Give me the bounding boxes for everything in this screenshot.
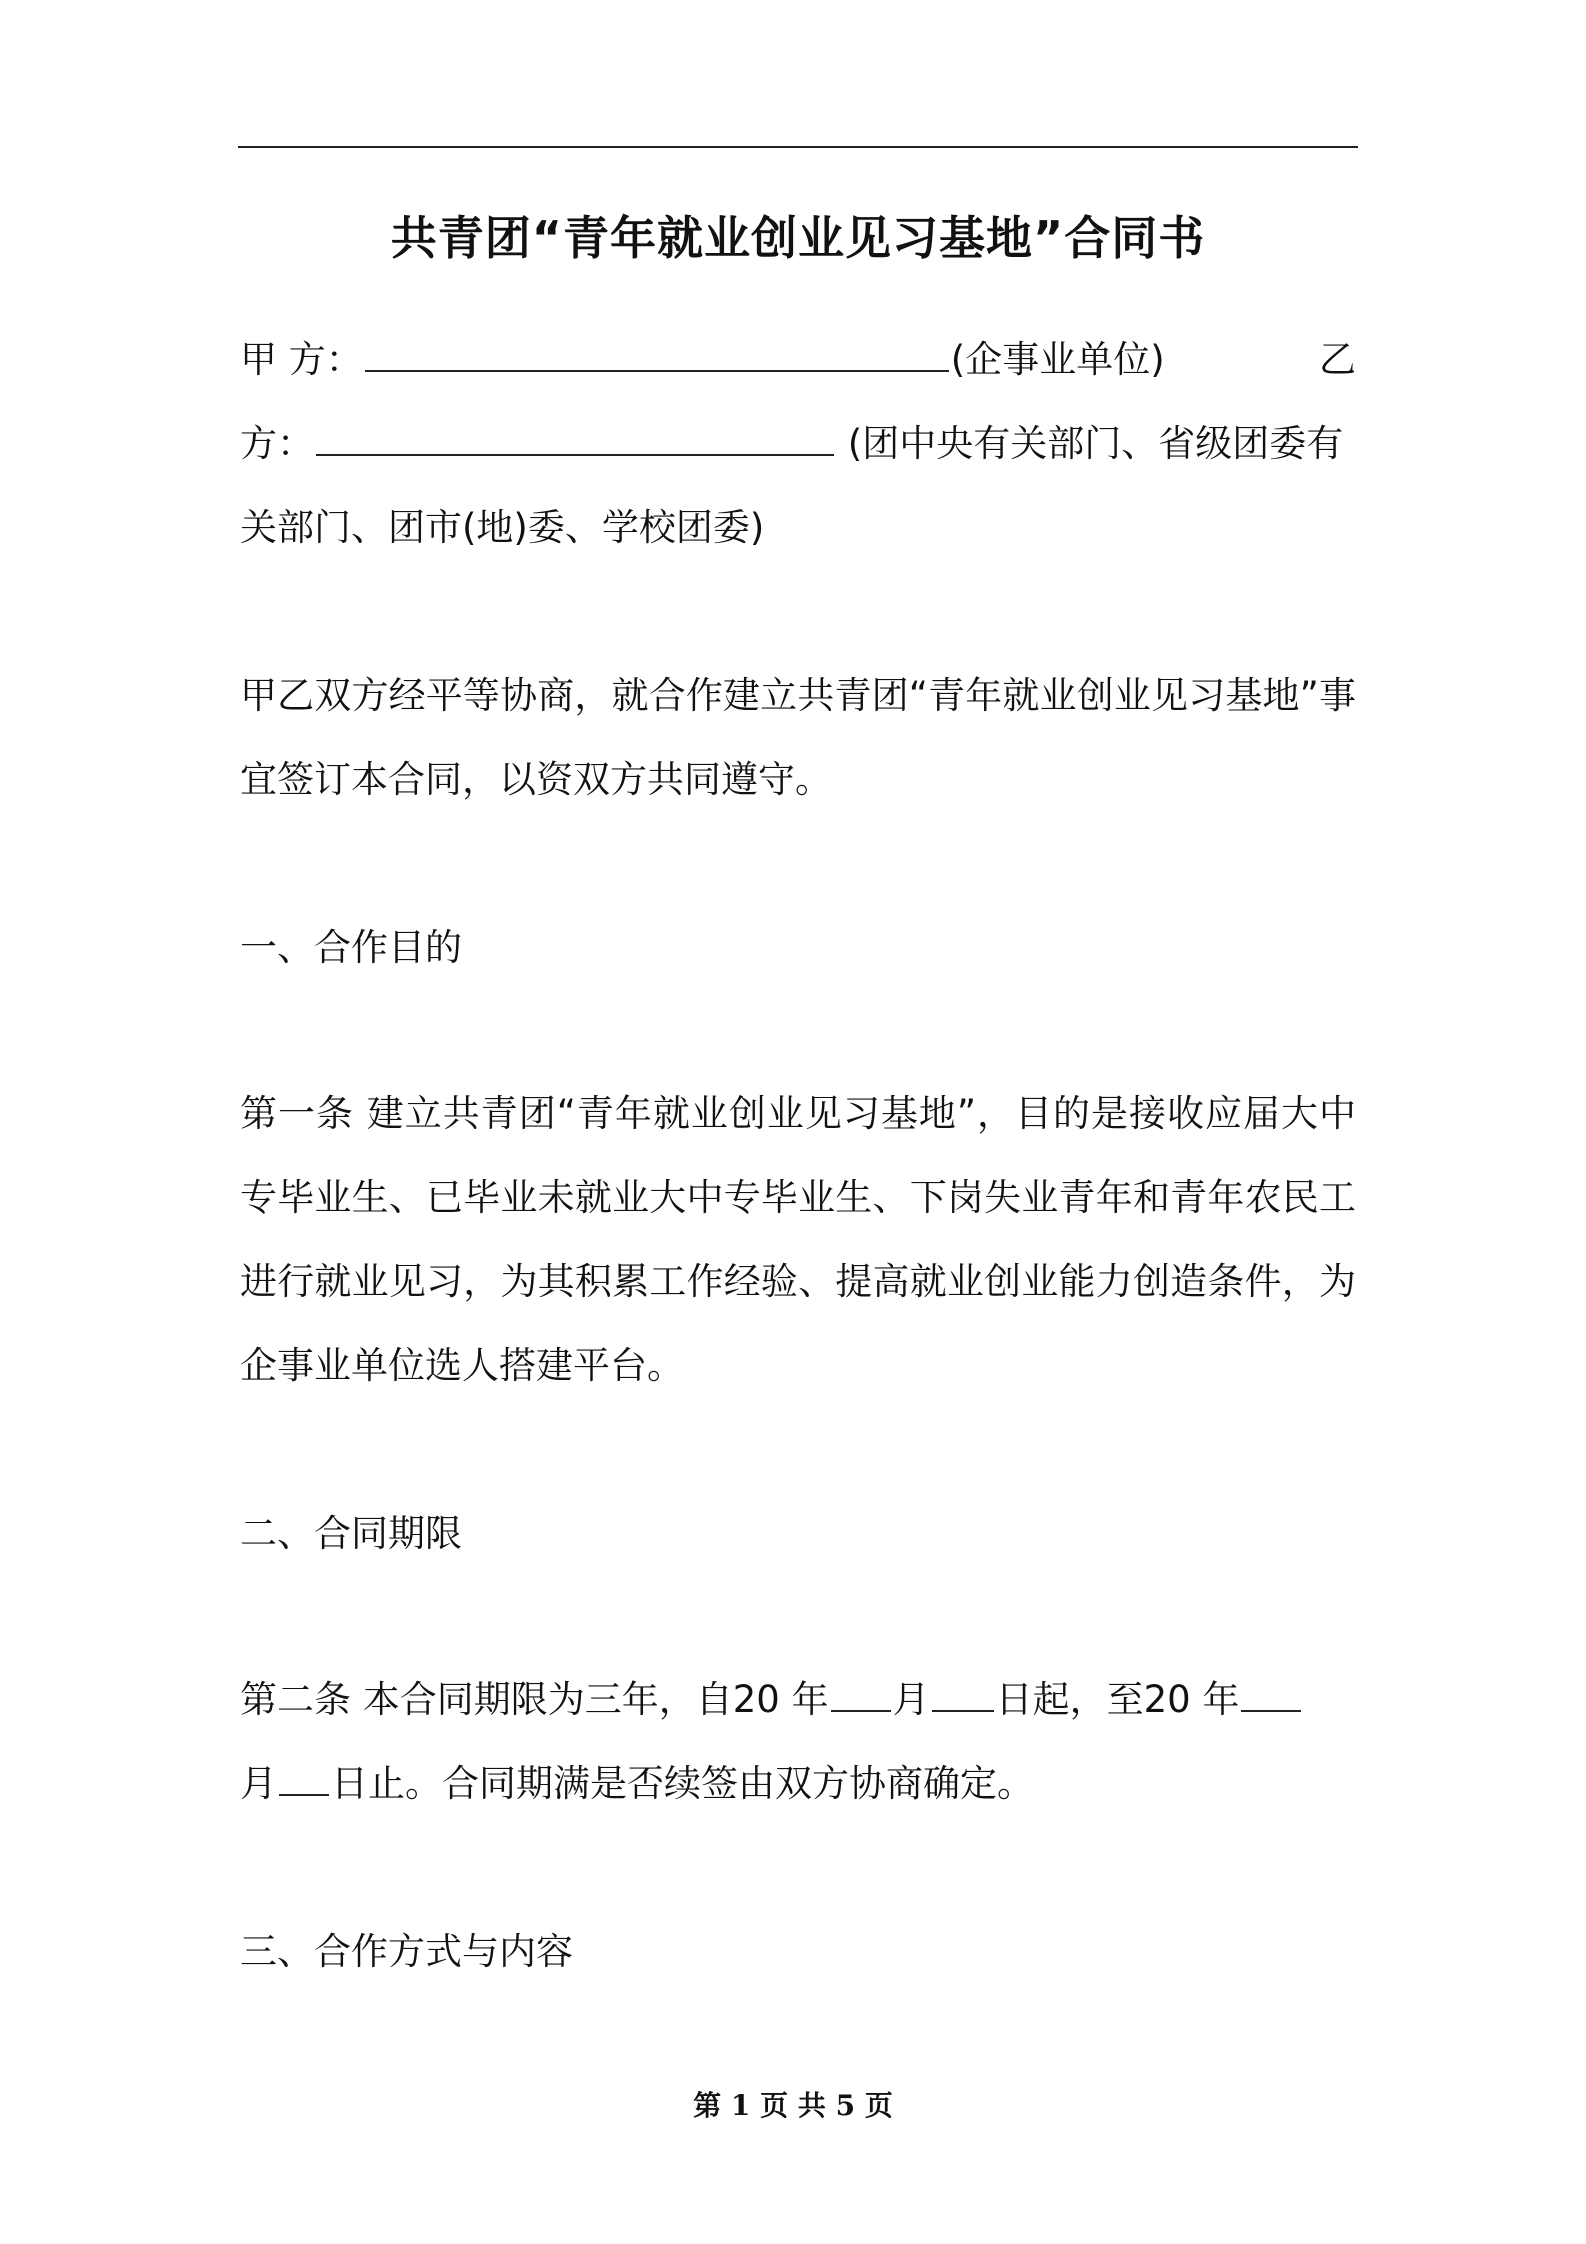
article-2-text: 第二条 本合同期限为三年，自 bbox=[240, 1678, 733, 1721]
party-b-label: 方： bbox=[240, 422, 314, 465]
section-heading: 三、合作方式与内容 bbox=[240, 1930, 573, 1973]
document-title: 共青团“青年就业创业见习基地”合同书 bbox=[390, 211, 1206, 265]
party-b-name-field[interactable] bbox=[316, 420, 834, 456]
page-indicator: 第 1 页 共 5 页 bbox=[693, 2089, 893, 2122]
day-label: 日起，至 bbox=[995, 1678, 1144, 1721]
month-label: 月 bbox=[892, 1678, 930, 1721]
preamble-paragraph: 甲乙双方经平等协商，就合作建立共青团“青年就业创业见习基地”事宜签订本合同，以资双方共同遵守。 bbox=[240, 674, 1356, 801]
end-month-field[interactable] bbox=[1241, 1676, 1301, 1712]
article-2-line-2 bbox=[240, 1742, 1356, 1826]
party-b-continuation: 关部门、团市(地)委、学校团委) bbox=[240, 506, 765, 549]
section-heading: 二、合同期限 bbox=[240, 1512, 462, 1555]
start-day-field[interactable] bbox=[932, 1676, 994, 1712]
party-b-suffix: (团中央有关部门、省级团委有 bbox=[847, 422, 1344, 465]
article-2-line-1 bbox=[240, 1658, 1356, 1742]
article-2-text: 日止。合同期满是否续签由双方协商确定。 bbox=[331, 1762, 1034, 1805]
party-b-line bbox=[240, 402, 1356, 486]
party-a-name-field[interactable] bbox=[365, 336, 949, 372]
header-rule bbox=[238, 146, 1358, 148]
party-b-label-start: 乙 bbox=[1319, 338, 1356, 381]
month-label: 月 bbox=[240, 1762, 277, 1805]
year-prefix: 20 年 bbox=[1143, 1678, 1240, 1721]
party-a-suffix: (企事业单位) bbox=[950, 338, 1165, 381]
party-a-label: 甲 方： bbox=[240, 338, 363, 381]
section-heading: 一、合作目的 bbox=[240, 926, 462, 969]
end-day-field[interactable] bbox=[279, 1760, 329, 1796]
party-a-line bbox=[240, 318, 1356, 402]
start-month-field[interactable] bbox=[831, 1676, 891, 1712]
article-paragraph: 第一条 建立共青团“青年就业创业见习基地”，目的是接收应届大中专毕业生、已毕业未就业大中专毕业生、下岗失业青年和青年农民工进行就业见习，为其积累工作经验、提高就业创业能力创造条件，为企事业单位选人搭建平台。 bbox=[240, 1092, 1356, 1387]
year-prefix: 20 年 bbox=[732, 1678, 829, 1721]
